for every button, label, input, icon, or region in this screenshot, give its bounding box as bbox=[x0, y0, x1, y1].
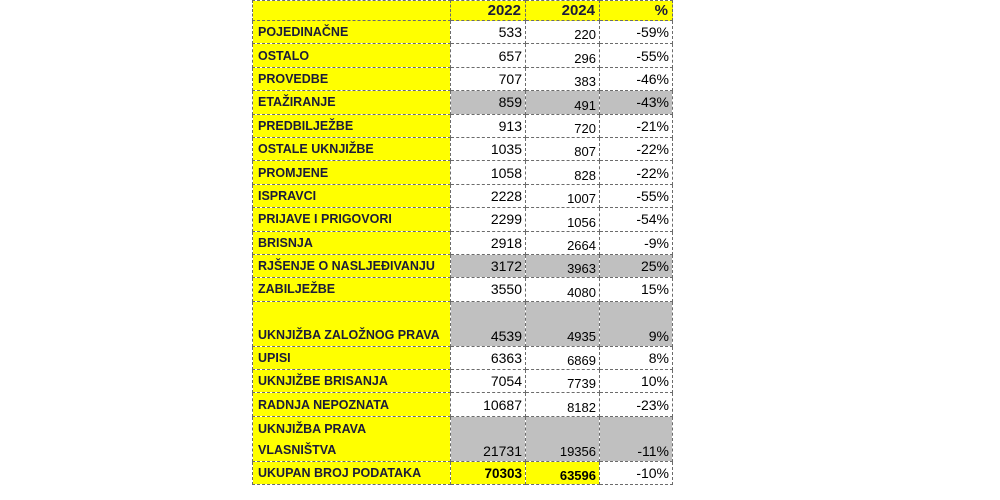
row-2022-value: 2299 bbox=[451, 208, 526, 231]
row-2024-value: 828 bbox=[526, 161, 600, 184]
table-row bbox=[253, 393, 673, 416]
row-2024-value: 4935 bbox=[526, 301, 600, 346]
row-category-label: PROVEDBE bbox=[253, 67, 451, 90]
row-2022-value: 6363 bbox=[451, 346, 526, 369]
header-cell-category bbox=[253, 1, 451, 21]
row-percent-change: -55% bbox=[600, 44, 673, 67]
table-row bbox=[253, 254, 673, 277]
row-category-label: POJEDINAČNE bbox=[253, 21, 451, 44]
row-2024-value: 491 bbox=[526, 91, 600, 114]
row-percent-change: 10% bbox=[600, 370, 673, 393]
statistics-table bbox=[252, 0, 673, 485]
row-2024-value: 383 bbox=[526, 67, 600, 90]
table-body bbox=[253, 21, 673, 462]
row-percent-change: -22% bbox=[600, 137, 673, 160]
row-2022-value: 21731 bbox=[451, 416, 526, 461]
row-category-label: OSTALO bbox=[253, 44, 451, 67]
header-cell-2022: 2022 bbox=[451, 1, 526, 21]
row-2024-value: 4080 bbox=[526, 278, 600, 301]
row-2024-value: 807 bbox=[526, 137, 600, 160]
table-row bbox=[253, 21, 673, 44]
row-2022-value: 2918 bbox=[451, 231, 526, 254]
row-percent-change: 15% bbox=[600, 278, 673, 301]
table-row bbox=[253, 278, 673, 301]
row-2022-value: 657 bbox=[451, 44, 526, 67]
total-label: UKUPAN BROJ PODATAKA bbox=[253, 461, 451, 484]
row-percent-change: -22% bbox=[600, 161, 673, 184]
row-percent-change: -9% bbox=[600, 231, 673, 254]
row-percent-change: -46% bbox=[600, 67, 673, 90]
row-percent-change: 8% bbox=[600, 346, 673, 369]
row-2024-value: 6869 bbox=[526, 346, 600, 369]
row-category-label: BRISNJA bbox=[253, 231, 451, 254]
table-row bbox=[253, 184, 673, 207]
header-cell-percent: % bbox=[600, 1, 673, 21]
row-2024-value: 220 bbox=[526, 21, 600, 44]
row-2024-value: 720 bbox=[526, 114, 600, 137]
row-2024-value: 1056 bbox=[526, 208, 600, 231]
row-percent-change: -11% bbox=[600, 416, 673, 461]
row-category-label: UKNJIŽBE BRISANJA bbox=[253, 370, 451, 393]
row-2024-value: 2664 bbox=[526, 231, 600, 254]
row-2022-value: 1058 bbox=[451, 161, 526, 184]
row-category-label: ISPRAVCI bbox=[253, 184, 451, 207]
row-percent-change: 25% bbox=[600, 254, 673, 277]
row-percent-change: -55% bbox=[600, 184, 673, 207]
row-2024-value: 1007 bbox=[526, 184, 600, 207]
table-row bbox=[253, 231, 673, 254]
table-row bbox=[253, 44, 673, 67]
table-row bbox=[253, 346, 673, 369]
row-2022-value: 3550 bbox=[451, 278, 526, 301]
total-percent-change: -10% bbox=[600, 461, 673, 484]
row-2022-value: 4539 bbox=[451, 301, 526, 346]
row-2022-value: 859 bbox=[451, 91, 526, 114]
total-2024-value: 63596 bbox=[526, 461, 600, 484]
row-percent-change: 9% bbox=[600, 301, 673, 346]
row-category-label: ZABILJEŽBE bbox=[253, 278, 451, 301]
row-category-label: RADNJA NEPOZNATA bbox=[253, 393, 451, 416]
row-2022-value: 3172 bbox=[451, 254, 526, 277]
row-category-label: PROMJENE bbox=[253, 161, 451, 184]
header-cell-2024: 2024 bbox=[526, 1, 600, 21]
row-2024-value: 7739 bbox=[526, 370, 600, 393]
row-2022-value: 707 bbox=[451, 67, 526, 90]
total-2022-value: 70303 bbox=[451, 461, 526, 484]
row-2024-value: 8182 bbox=[526, 393, 600, 416]
table-row bbox=[253, 416, 673, 461]
row-category-label: UKNJIŽBA ZALOŽNOG PRAVA bbox=[253, 301, 451, 346]
row-2022-value: 1035 bbox=[451, 137, 526, 160]
row-category-label: RJŠENJE O NASLJEĐIVANJU bbox=[253, 254, 451, 277]
table-row bbox=[253, 161, 673, 184]
row-2022-value: 10687 bbox=[451, 393, 526, 416]
row-category-label: UKNJIŽBA PRAVA VLASNIŠTVA bbox=[253, 416, 451, 461]
total-row bbox=[253, 461, 673, 484]
table-row bbox=[253, 67, 673, 90]
table-row bbox=[253, 208, 673, 231]
spreadsheet-table-container bbox=[252, 0, 672, 485]
table-row bbox=[253, 301, 673, 346]
row-2022-value: 7054 bbox=[451, 370, 526, 393]
table-row bbox=[253, 114, 673, 137]
row-category-label: OSTALE UKNJIŽBE bbox=[253, 137, 451, 160]
row-percent-change: -21% bbox=[600, 114, 673, 137]
row-percent-change: -59% bbox=[600, 21, 673, 44]
row-2022-value: 533 bbox=[451, 21, 526, 44]
row-category-label: PRIJAVE I PRIGOVORI bbox=[253, 208, 451, 231]
row-2024-value: 19356 bbox=[526, 416, 600, 461]
row-2024-value: 3963 bbox=[526, 254, 600, 277]
row-category-label: PREDBILJEŽBE bbox=[253, 114, 451, 137]
table-row bbox=[253, 137, 673, 160]
row-percent-change: -23% bbox=[600, 393, 673, 416]
row-category-label: UPISI bbox=[253, 346, 451, 369]
row-2022-value: 913 bbox=[451, 114, 526, 137]
table-row bbox=[253, 370, 673, 393]
row-percent-change: -43% bbox=[600, 91, 673, 114]
header-row bbox=[253, 1, 673, 21]
table-row bbox=[253, 91, 673, 114]
row-category-label: ETAŽIRANJE bbox=[253, 91, 451, 114]
row-percent-change: -54% bbox=[600, 208, 673, 231]
row-2024-value: 296 bbox=[526, 44, 600, 67]
row-2022-value: 2228 bbox=[451, 184, 526, 207]
